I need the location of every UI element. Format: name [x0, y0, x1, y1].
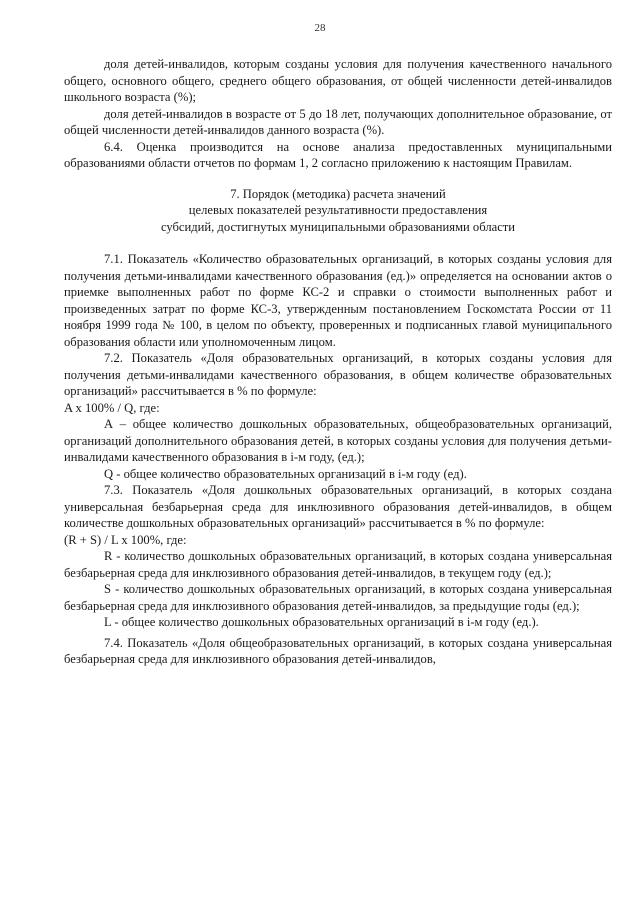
definition-q: Q - общее количество образовательных организаций в i-м году (ед). — [104, 466, 467, 481]
section-heading-line-3: субсидий, достигнутых муниципальными образованиями области — [160, 219, 516, 234]
paragraph-share-additional-education: доля детей-инвалидов в возрасте от 5 до 18 лет, получающих дополнительное образование, от общей численности детей-инвалидов данного возраста (%). — [64, 106, 612, 137]
document-body — [64, 56, 612, 668]
definition-s: S - количество дошкольных образовательных организаций, в которых создана универсальная безбарьерная среда для инклюзивного образования детей-инвалидов, за предыдущие годы (ед.); — [64, 582, 612, 613]
paragraph-7-4: 7.4. Показатель «Доля общеобразовательных организаций, в которых создана универсальная безбарьерная среда для инклюзивного образования детей-инвалидов, — [64, 635, 612, 666]
section-7-heading — [64, 186, 612, 236]
definition-a: А – общее количество дошкольных образовательных, общеобразовательных организаций, организаций дополнительного образования детей, в которых созданы условия для получения детьми-инвалидами качественного образования в i-м году, (ед.); — [64, 417, 612, 464]
formula-a-q: A x 100% / Q, где: — [64, 400, 160, 415]
paragraph-6-4: 6.4. Оценка производится на основе анализа предоставленных муниципальными образованиями области отчетов по формам 1, 2 согласно приложению к настоящим Правилам. — [64, 139, 612, 170]
section-heading-line-2: целевых показателей результативности предоставления — [188, 203, 488, 217]
definition-l: L - общее количество дошкольных образовательных организаций в i-м году (ед.). — [104, 615, 539, 629]
definition-r: R - количество дошкольных образовательных организаций, в которых создана универсальная безбарьерная среда для инклюзивного образования детей-инвалидов, в текущем году (ед.); — [64, 549, 612, 580]
paragraph-7-2: 7.2. Показатель «Доля образовательных организаций, в которых созданы условия для получения детьми-инвалидами качественного образования, в общем количестве образовательных организаций» рассчитывается в % по формуле: — [64, 351, 612, 398]
formula-r-s-l: (R + S) / L x 100%, где: — [64, 532, 187, 547]
page-number: 28 — [314, 22, 326, 34]
paragraph-7-3: 7.3. Показатель «Доля дошкольных образовательных организаций, в которых создана универсальная безбарьерная среда для инклюзивного образования детей-инвалидов, в общем количестве дошкольных образовательных организаций» рассчитывается в % по формуле: — [64, 483, 612, 530]
section-heading-line-1: 7. Порядок (методика) расчета значений — [230, 186, 446, 201]
paragraph-7-1: 7.1. Показатель «Количество образовательных организаций, в которых созданы условия для получения детьми-инвалидами качественного образования (ед.)» определяется на основании актов о приемке выполненных работ по форме КС-2 и справки о стоимости выполненных работ и произведенных затрат по форме КС-3, утвержденным постановлением Госкомстата России от 11 ноября 1999 года № 100, в целом по объекту, проверенных и подписанных главой муниципального образования области или уполномоченным лицом. — [64, 252, 612, 349]
paragraph-share-school-age: доля детей-инвалидов, которым созданы условия для получения качественного начального общего, основного общего, среднего общего образования, от общей численности детей-инвалидов школьного возраста (%); — [64, 57, 612, 104]
